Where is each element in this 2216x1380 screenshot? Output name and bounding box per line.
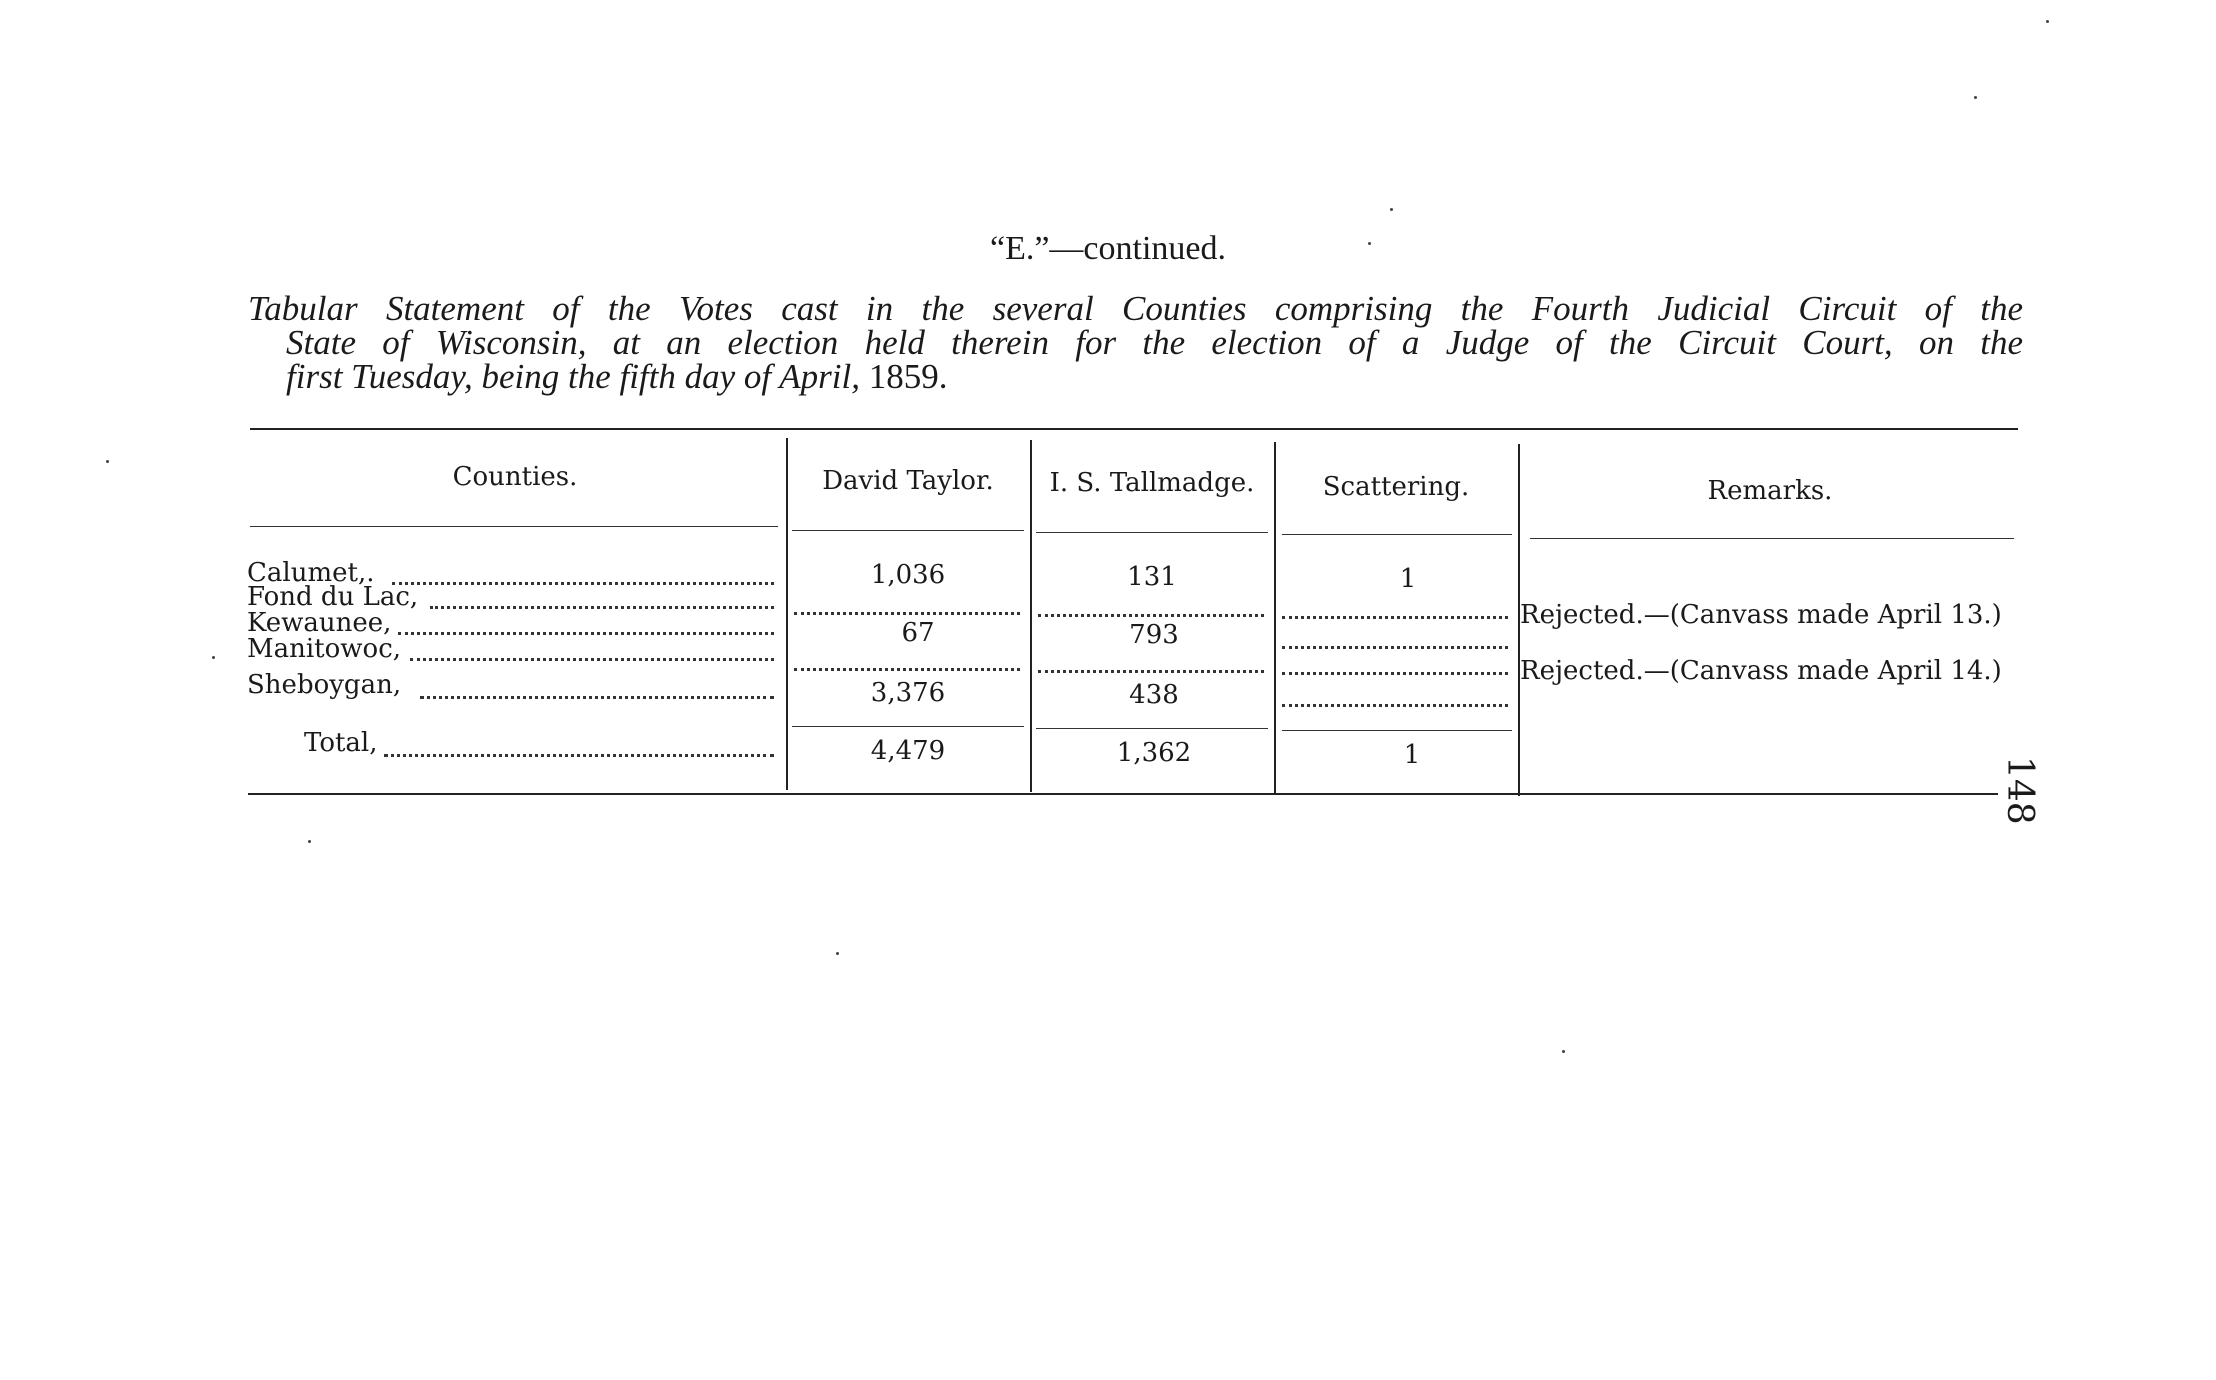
leader-dots xyxy=(384,754,774,757)
column-header-counties: Counties. xyxy=(452,462,578,492)
scan-speck xyxy=(836,952,839,955)
column-header-scattering: Scattering. xyxy=(1322,472,1470,502)
column-header-david-taylor: David Taylor. xyxy=(822,466,994,496)
table-caption xyxy=(248,289,2023,396)
leader-dots xyxy=(420,696,774,699)
column-header-tallmadge: I. S. Tallmadge. xyxy=(1049,468,1255,498)
column-divider-3 xyxy=(1274,442,1276,794)
taylor-total: 4,479 xyxy=(870,736,946,766)
leader-dots xyxy=(1282,646,1508,649)
leader-dots xyxy=(794,668,1020,671)
header-rule-remarks xyxy=(1530,538,2014,539)
leader-dots xyxy=(430,606,774,609)
county-name: Manitowoc, xyxy=(247,634,402,664)
total-label: Total, xyxy=(304,728,378,758)
leader-dots xyxy=(1038,614,1264,617)
county-name: Kewaunee, xyxy=(247,608,392,638)
scan-speck xyxy=(1390,208,1393,211)
leader-dots xyxy=(1282,672,1508,675)
header-rule-counties xyxy=(250,526,778,527)
tallmadge-total: 1,362 xyxy=(1116,738,1192,768)
county-name: Calumet,. xyxy=(247,558,375,588)
caption-line-2: State of Wisconsin, at an election held therein for the election of a Judge of the Circuit Court, on the xyxy=(286,323,2023,362)
taylor-votes: 1,036 xyxy=(870,560,946,590)
page-number: 148 xyxy=(1999,756,2040,825)
taylor-votes: 67 xyxy=(901,618,935,648)
county-name: Fond du Lac, xyxy=(247,582,419,612)
scan-speck xyxy=(106,460,109,463)
column-header-remarks: Remarks. xyxy=(1707,476,1833,506)
tallmadge-votes: 793 xyxy=(1129,620,1179,650)
tallmadge-votes: 131 xyxy=(1127,562,1177,592)
table-top-rule xyxy=(250,428,2018,430)
table-bottom-rule xyxy=(248,793,1998,795)
header-rule-scattering xyxy=(1282,534,1512,535)
header-rule-taylor xyxy=(792,530,1024,531)
scattering-votes: 1 xyxy=(1399,564,1417,594)
leader-dots xyxy=(1282,616,1508,619)
section-heading: “E.”—continued. xyxy=(989,230,1227,267)
remark-manitowoc: Rejected.—(Canvass made April 14.) xyxy=(1520,656,2002,686)
scattering-total: 1 xyxy=(1403,740,1421,770)
leader-dots xyxy=(398,632,774,635)
leader-dots xyxy=(392,582,774,585)
remark-fond-du-lac: Rejected.—(Canvass made April 13.) xyxy=(1520,600,2002,630)
leader-dots xyxy=(1282,704,1508,707)
scan-speck xyxy=(1368,242,1371,245)
county-name: Sheboygan, xyxy=(247,670,402,700)
leader-dots xyxy=(1038,670,1264,673)
tallmadge-votes: 438 xyxy=(1129,680,1179,710)
leader-dots xyxy=(794,612,1020,615)
caption-year: 1859. xyxy=(868,357,948,396)
scan-speck xyxy=(1974,96,1977,99)
caption-line-3 xyxy=(248,357,2023,396)
taylor-votes: 3,376 xyxy=(870,678,946,708)
caption-line-3-text: first Tuesday, being the fifth day of April, xyxy=(286,357,860,396)
header-rule-tallmadge xyxy=(1036,532,1268,533)
scan-speck xyxy=(212,656,215,659)
caption-line-1: Tabular Statement of the Votes cast in the several Counties comprising the Fourth Judicial Circuit of the xyxy=(248,289,2023,328)
scan-speck xyxy=(2046,20,2049,23)
column-divider-1 xyxy=(786,438,788,790)
scan-speck xyxy=(308,840,311,843)
total-rule-tallmadge xyxy=(1036,728,1268,729)
total-rule-scattering xyxy=(1282,730,1512,731)
leader-dots xyxy=(410,658,774,661)
scan-speck xyxy=(1562,1050,1565,1053)
total-rule-taylor xyxy=(792,726,1024,727)
column-divider-2 xyxy=(1030,440,1032,792)
